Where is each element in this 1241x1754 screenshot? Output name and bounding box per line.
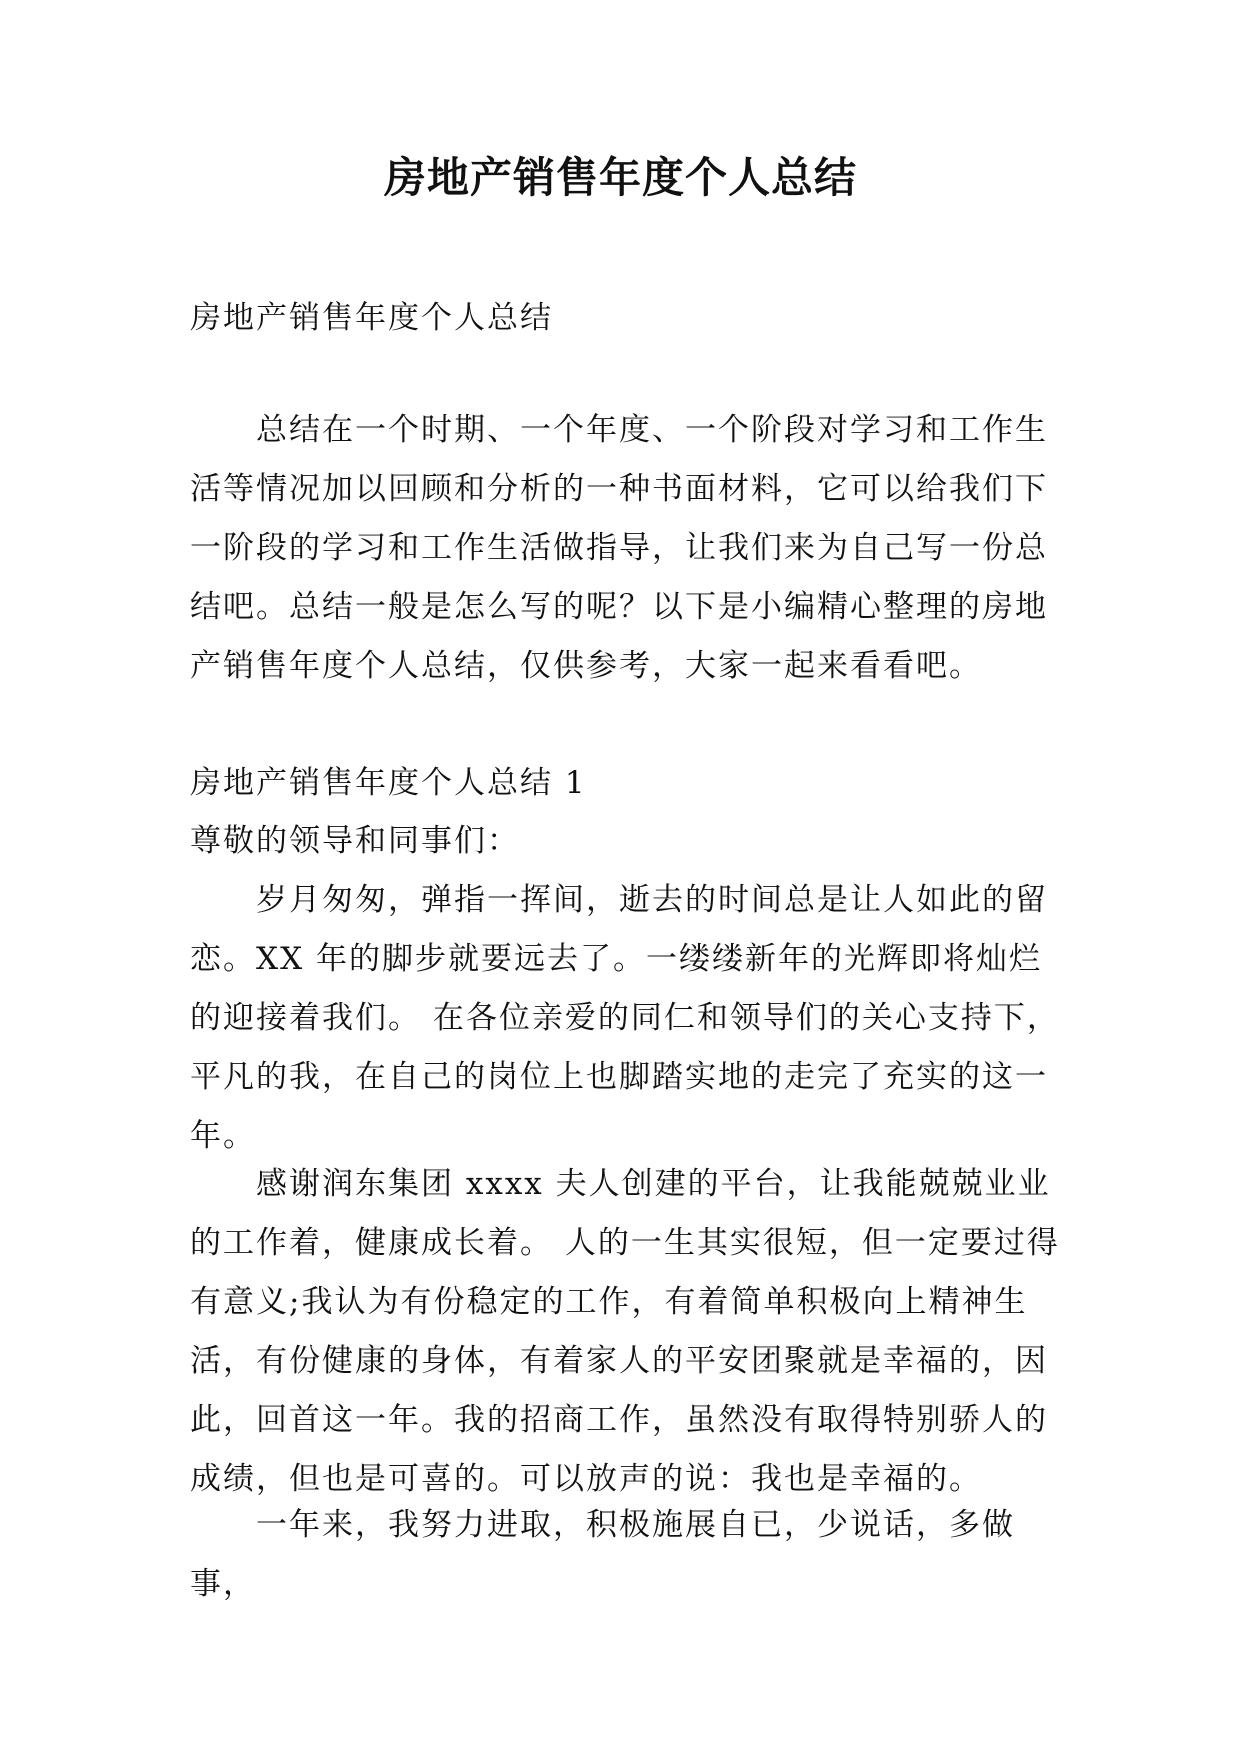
section-heading: 房地产销售年度个人总结 1 (190, 765, 587, 801)
body-paragraph: 岁月匆匆，弹指一挥间，逝去的时间总是让人如此的留恋。XX 年的脚步就要远去了。一缕缕新年的光辉即将灿烂的迎接着我们。 在各位亲爱的同仁和领导们的关心支持下，平凡的我，在自己的岗位上也脚踏实地的走完了充实的这一年。 (190, 882, 1060, 1154)
intro-paragraph: 总结在一个时期、一个年度、一个阶段对学习和工作生活等情况加以回顾和分析的一种书面材料，它可以给我们下一阶段的学习和工作生活做指导，让我们来为自己写一份总结吧。总结一般是怎么写的呢？以下是小编精心整理的房地产销售年度个人总结，仅供参考，大家一起来看看吧。 (190, 412, 1048, 684)
salutation: 尊敬的领导和同事们： (190, 823, 520, 859)
body-paragraph: 一年来，我努力进取，积极施展自已，少说话，多做事， (190, 1507, 1015, 1602)
document-title: 房地产销售年度个人总结 (383, 153, 857, 202)
body-paragraph: 感谢润东集团 xxxx 夫人创建的平台，让我能兢兢业业的工作着，健康成长着。 人的一生其实很短，但一定要过得有意义;我认为有份稳定的工作，有着简单积极向上精神生活，有份健康的身体，有着家人的平安团聚就是幸福的，因此，回首这一年。我的招商工作，虽然没有取得特别骄人的成绩，但也是可喜的。可以放声的说：我也是幸福的。 (190, 1166, 1060, 1497)
document-subtitle: 房地产销售年度个人总结 (190, 300, 553, 336)
